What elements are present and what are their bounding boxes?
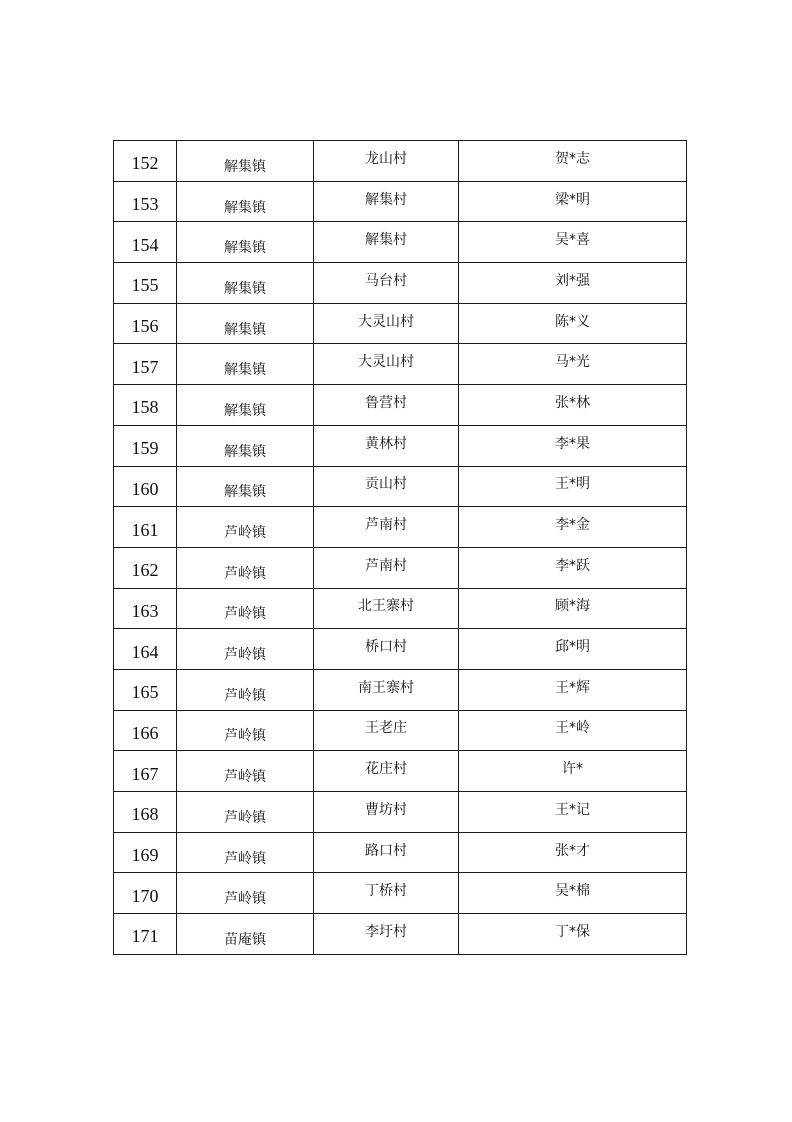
village-cell [314,588,459,629]
village-cell [314,466,459,507]
town-name: 芦岭镇 [224,647,266,664]
village-cell [314,914,459,955]
row-number: 157 [131,356,159,377]
row-number: 154 [131,234,159,255]
row-number: 171 [131,926,159,947]
person-name: 梁*明 [555,191,590,208]
town-cell [177,629,314,670]
village-cell [314,873,459,914]
village-cell [314,629,459,670]
row-number: 170 [131,885,159,906]
village-name: 大灵山村 [358,354,414,371]
village-name: 黄林村 [365,435,407,452]
roster-table [113,140,687,955]
village-cell [314,222,459,263]
row-number-cell [114,303,177,344]
town-name: 解集镇 [224,443,266,460]
town-name: 芦岭镇 [224,525,266,542]
table-row [114,385,687,426]
person-cell [459,425,687,466]
town-name: 芦岭镇 [224,809,266,826]
person-cell [459,547,687,588]
row-number: 162 [131,560,159,581]
village-cell [314,792,459,833]
town-cell [177,792,314,833]
table-row [114,710,687,751]
table-row [114,466,687,507]
row-number: 155 [131,275,159,296]
town-name: 解集镇 [224,158,266,175]
town-cell [177,669,314,710]
town-cell [177,751,314,792]
row-number: 165 [131,682,159,703]
row-number-cell [114,832,177,873]
person-name: 王*岭 [555,720,590,737]
town-cell [177,873,314,914]
village-cell [314,669,459,710]
person-name: 邱*明 [555,639,590,656]
town-name: 芦岭镇 [224,606,266,623]
village-cell [314,385,459,426]
town-name: 解集镇 [224,240,266,257]
person-cell [459,588,687,629]
village-name: 龙山村 [365,150,407,167]
person-name: 丁*保 [555,923,590,940]
person-name: 吴*棉 [555,883,590,900]
town-name: 解集镇 [224,199,266,216]
person-name: 张*林 [555,394,590,411]
row-number: 153 [131,194,159,215]
table-row [114,629,687,670]
person-name: 刘*强 [555,272,590,289]
person-name: 王*辉 [555,679,590,696]
town-name: 芦岭镇 [224,565,266,582]
town-name: 芦岭镇 [224,769,266,786]
town-cell [177,914,314,955]
village-name: 花庄村 [365,761,407,778]
person-name: 顾*海 [555,598,590,615]
person-cell [459,873,687,914]
town-name: 苗庵镇 [224,931,266,948]
village-cell [314,303,459,344]
table-row [114,222,687,263]
person-cell [459,466,687,507]
row-number: 156 [131,316,159,337]
village-name: 丁桥村 [365,883,407,900]
person-cell [459,669,687,710]
person-cell [459,303,687,344]
village-cell [314,832,459,873]
person-cell [459,914,687,955]
row-number: 166 [131,722,159,743]
row-number: 152 [131,153,159,174]
town-cell [177,425,314,466]
village-cell [314,547,459,588]
table-row [114,547,687,588]
village-cell [314,507,459,548]
row-number-cell [114,914,177,955]
village-cell [314,141,459,182]
person-cell [459,385,687,426]
town-cell [177,303,314,344]
roster-sheet [113,140,686,955]
person-cell [459,222,687,263]
village-name: 曹坊村 [365,801,407,818]
row-number: 159 [131,438,159,459]
row-number-cell [114,751,177,792]
roster-body [114,141,687,955]
village-name: 贡山村 [365,476,407,493]
town-cell [177,385,314,426]
town-cell [177,222,314,263]
person-name: 王*明 [555,476,590,493]
town-cell [177,547,314,588]
person-name: 吴*喜 [555,232,590,249]
table-row [114,669,687,710]
row-number-cell [114,344,177,385]
person-cell [459,792,687,833]
town-name: 解集镇 [224,321,266,338]
town-cell [177,263,314,304]
row-number-cell [114,547,177,588]
village-name: 南王寨村 [358,679,414,696]
town-name: 芦岭镇 [224,687,266,704]
row-number-cell [114,385,177,426]
person-name: 张*才 [555,842,590,859]
table-row [114,263,687,304]
table-row [114,832,687,873]
village-name: 鲁营村 [365,394,407,411]
row-number-cell [114,141,177,182]
table-row [114,751,687,792]
row-number-cell [114,873,177,914]
person-cell [459,344,687,385]
row-number: 161 [131,519,159,540]
table-row [114,792,687,833]
town-cell [177,181,314,222]
person-cell [459,751,687,792]
village-name: 芦南村 [365,557,407,574]
row-number: 167 [131,763,159,784]
person-name: 马*光 [555,354,590,371]
town-name: 解集镇 [224,402,266,419]
person-cell [459,710,687,751]
row-number-cell [114,669,177,710]
table-row [114,344,687,385]
table-row [114,588,687,629]
village-name: 大灵山村 [358,313,414,330]
row-number: 163 [131,600,159,621]
person-cell [459,832,687,873]
town-cell [177,344,314,385]
table-row [114,181,687,222]
person-name: 许* [562,761,583,778]
town-cell [177,507,314,548]
table-row [114,425,687,466]
table-row [114,303,687,344]
town-name: 解集镇 [224,280,266,297]
village-name: 王老庄 [365,720,407,737]
town-name: 芦岭镇 [224,850,266,867]
row-number: 160 [131,478,159,499]
person-name: 李*金 [555,517,590,534]
village-name: 芦南村 [365,517,407,534]
person-cell [459,629,687,670]
village-name: 北王寨村 [358,598,414,615]
town-name: 芦岭镇 [224,891,266,908]
town-name: 芦岭镇 [224,728,266,745]
person-cell [459,181,687,222]
person-name: 王*记 [555,801,590,818]
town-name: 解集镇 [224,484,266,501]
row-number-cell [114,629,177,670]
table-row [114,507,687,548]
village-name: 路口村 [365,842,407,859]
row-number: 164 [131,641,159,662]
village-name: 马台村 [365,272,407,289]
row-number-cell [114,263,177,304]
village-cell [314,425,459,466]
row-number-cell [114,710,177,751]
village-cell [314,751,459,792]
row-number-cell [114,222,177,263]
person-cell [459,507,687,548]
town-name: 解集镇 [224,362,266,379]
person-name: 陈*义 [555,313,590,330]
person-name: 李*果 [555,435,590,452]
village-name: 解集村 [365,191,407,208]
village-cell [314,344,459,385]
row-number-cell [114,181,177,222]
table-row [114,873,687,914]
person-cell [459,263,687,304]
person-name: 李*跃 [555,557,590,574]
row-number-cell [114,466,177,507]
row-number-cell [114,792,177,833]
village-cell [314,181,459,222]
table-row [114,914,687,955]
town-cell [177,466,314,507]
row-number: 168 [131,804,159,825]
village-name: 李圩村 [365,923,407,940]
row-number-cell [114,588,177,629]
village-cell [314,710,459,751]
row-number: 169 [131,845,159,866]
village-name: 解集村 [365,232,407,249]
town-cell [177,588,314,629]
row-number-cell [114,425,177,466]
village-cell [314,263,459,304]
person-cell [459,141,687,182]
town-cell [177,141,314,182]
row-number: 158 [131,397,159,418]
table-row [114,141,687,182]
town-cell [177,710,314,751]
village-name: 桥口村 [365,639,407,656]
row-number-cell [114,507,177,548]
person-name: 贺*志 [555,150,590,167]
town-cell [177,832,314,873]
